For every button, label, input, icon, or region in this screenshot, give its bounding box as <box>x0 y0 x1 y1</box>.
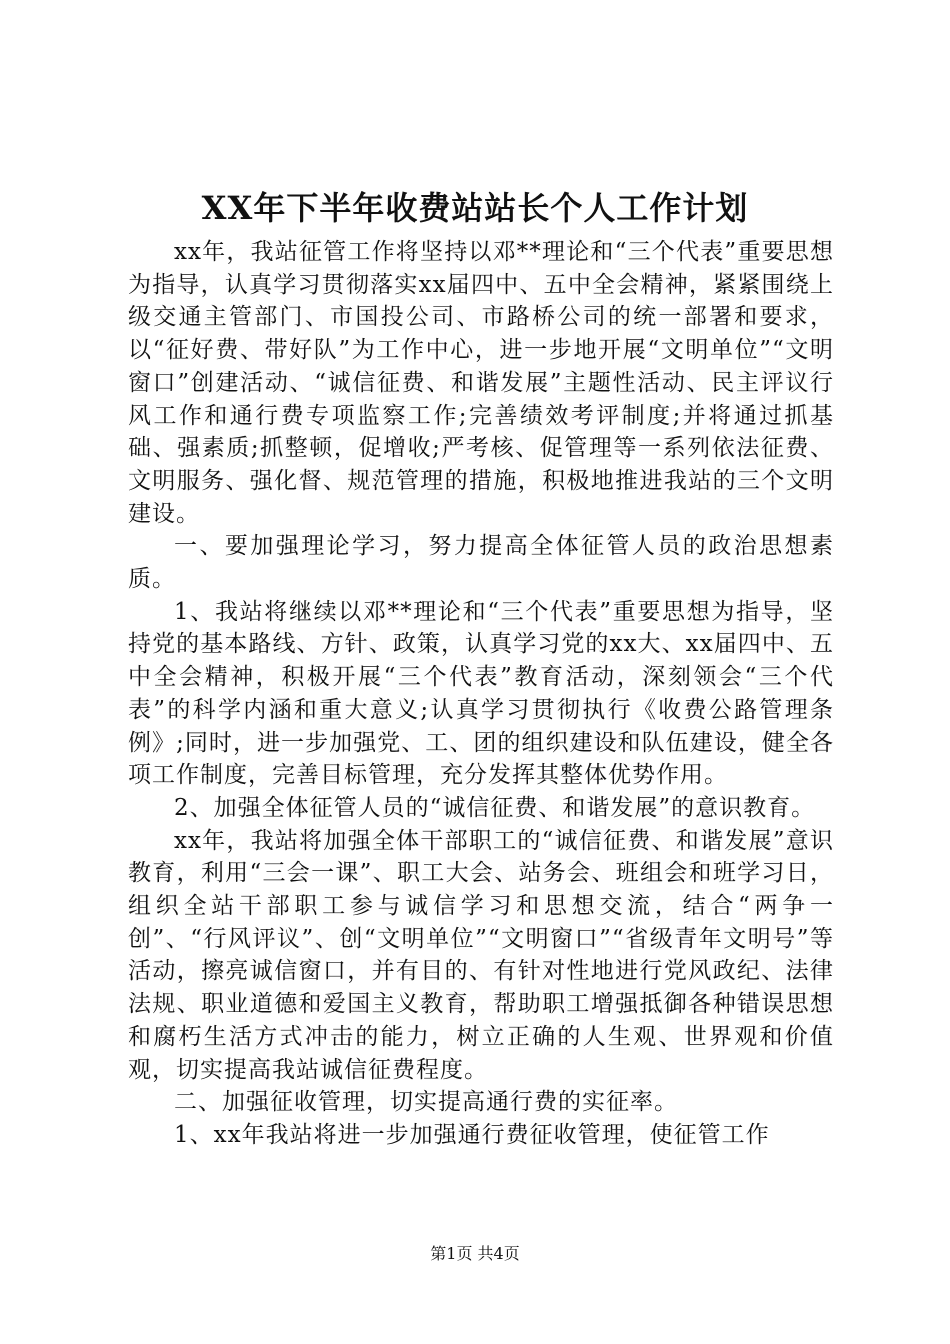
section-heading-1: 一、要加强理论学习，努力提高全体征管人员的政治思想素质。 <box>128 533 834 593</box>
paragraph-2-1: 1、xx年我站将进一步加强通行费征收管理，使征管工作 <box>174 1121 770 1148</box>
paragraph-1-2-body: xx年，我站将加强全体干部职工的“诚信征费、和谐发展”意识教育，利用“三会一课”、职工大会、站务会、班组会和班学习日，组织全站干部职工参与诚信学习和思想交流，结合“两争一创”、“行风评议”、创“文明单位”“文明窗口”“省级青年文明号”等活动，擦亮诚信窗口，并有目的、有针对性地进行党风政纪、法律法规、职业道德和爱国主义教育，帮助职工增强抵御各种错误思想和腐朽生活方式冲击的能力，树立正确的人生观、世界观和价值观，切实提高我站诚信征费程度。 <box>128 827 834 1083</box>
section-heading-2: 二、加强征收管理，切实提高通行费的实征率。 <box>174 1089 678 1116</box>
document-body <box>128 236 834 1152</box>
paragraph-1-2-heading: 2、加强全体征管人员的“诚信征费、和谐发展”的意识教育。 <box>174 794 816 821</box>
document-title: XX年下半年收费站站长个人工作计划 <box>201 189 749 227</box>
paragraph-intro: xx年，我站征管工作将坚持以邓**理论和“三个代表”重要思想为指导，认真学习贯彻落实xx届四中、五中全会精神，紧紧围绕上级交通主管部门、市国投公司、市路桥公司的统一部署和要求，以“征好费、带好队”为工作中心，进一步地开展“文明单位”“文明窗口”创建活动、“诚信征费、和谐发展”主题性活动、民主评议行风工作和通行费专项监察工作;完善绩效考评制度;并将通过抓基础、强素质;抓整顿，促增收;严考核、促管理等一系列依法征费、文明服务、强化督、规范管理的措施，积极地推进我站的三个文明建设。 <box>128 239 834 527</box>
paragraph-1-1: 1、我站将继续以邓**理论和“三个代表”重要思想为指导，坚持党的基本路线、方针、政策，认真学习党的xx大、xx届四中、五中全会精神，积极开展“三个代表”教育活动，深刻领会“三个代表”的科学内涵和重大意义;认真学习贯彻执行《收费公路管理条例》;同时，进一步加强党、工、团的组织建设和队伍建设，健全各项工作制度，完善目标管理，充分发挥其整体优势作用。 <box>128 598 834 789</box>
page-footer: 第1页 共4页 <box>430 1244 520 1263</box>
